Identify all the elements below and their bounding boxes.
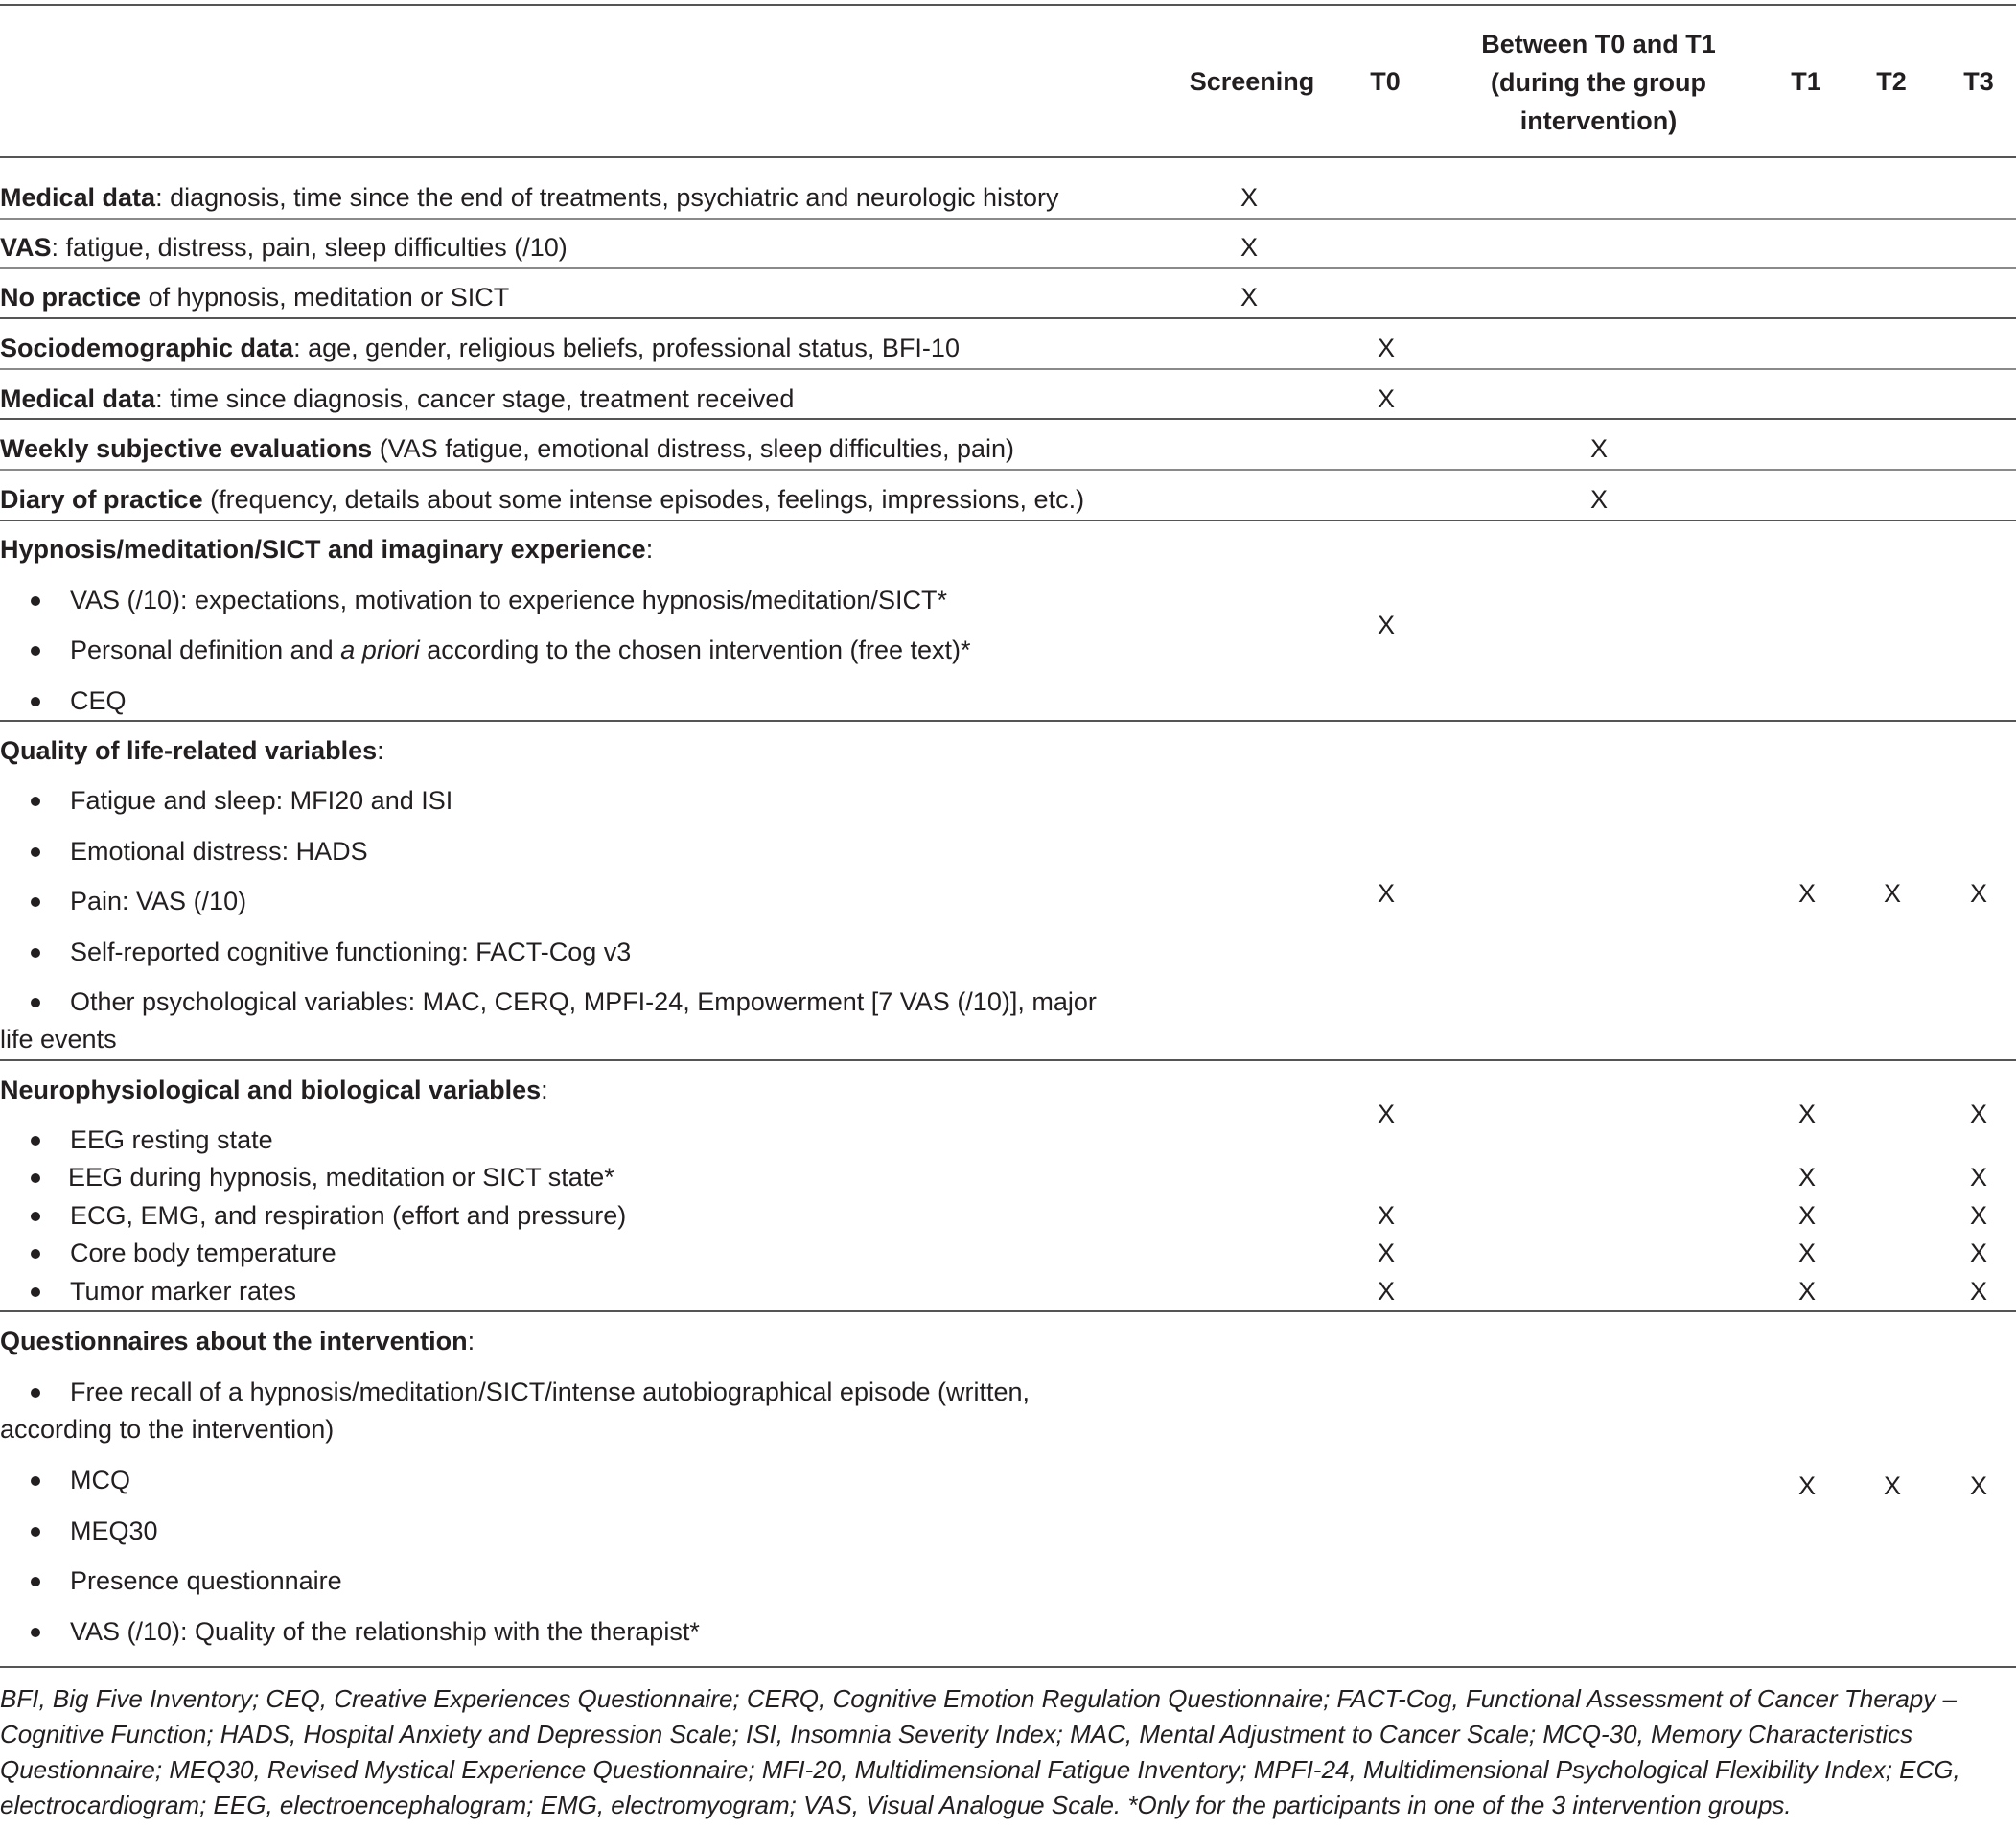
list-item: Fatigue and sleep: MFI20 and ISI xyxy=(70,786,453,815)
row-label-rest: : diagnosis, time since the end of treatments, psychiatric and neurologic history xyxy=(155,183,1059,212)
footnote-line: electrocardiogram; EEG, electroencephalogram; EMG, electromyogram; VAS, Visual Analogue Scale. *Only for the participants in one of the 3 intervention groups. xyxy=(0,1791,1792,1819)
list-item-text: according to the chosen intervention (free text)* xyxy=(419,636,971,664)
bullet-icon xyxy=(31,1212,40,1221)
col-header-between-line: Between T0 and T1 xyxy=(1481,30,1716,58)
check-mark: X xyxy=(1883,879,1901,908)
check-mark: X xyxy=(1377,384,1395,413)
bullet-icon xyxy=(31,1287,40,1297)
row-no-practice xyxy=(0,285,509,311)
row-label-bold: Diary of practice xyxy=(0,485,203,514)
bullet-icon xyxy=(31,1476,40,1486)
list-item: Presence questionnaire xyxy=(70,1566,342,1595)
bullet-icon xyxy=(31,1527,40,1537)
bullet-icon xyxy=(31,596,40,606)
bullet-icon xyxy=(31,797,40,806)
row-label-bold: Medical data xyxy=(0,384,156,413)
check-mark: X xyxy=(1883,1471,1901,1500)
list-item: ECG, EMG, and respiration (effort and pressure) xyxy=(70,1201,627,1230)
col-header-between xyxy=(1433,25,1764,140)
row-label-bold: Medical data xyxy=(0,183,156,212)
row-label-bold: Sociodemographic data xyxy=(0,334,294,362)
row-weekly-evaluations xyxy=(0,436,1014,462)
section-title-colon: : xyxy=(645,535,654,564)
bullet-icon xyxy=(31,1173,40,1183)
bullet-icon xyxy=(31,1388,40,1398)
check-mark: X xyxy=(1969,1239,1987,1267)
footnote-line: Cognitive Function; HADS, Hospital Anxiety and Depression Scale; ISI, Insomnia Severity Index; MAC, Mental Adjustment to Cancer Scale; MCQ-30, Memory Characteristics xyxy=(0,1720,1913,1748)
row-label-rest: (frequency, details about some intense episodes, feelings, impressions, etc.) xyxy=(202,485,1085,514)
group-divider xyxy=(0,1059,2016,1061)
table-top-rule xyxy=(0,4,2016,6)
col-header-t0: T0 xyxy=(1370,67,1401,96)
bullet-icon xyxy=(31,697,40,706)
footnote-line: BFI, Big Five Inventory; CEQ, Creative Experiences Questionnaire; CERQ, Cognitive Emotion Regulation Questionnaire; FACT-Cog, Functional Assessment of Cancer Therapy – xyxy=(0,1684,1957,1713)
check-mark: X xyxy=(1969,879,1987,908)
bullet-icon xyxy=(31,1577,40,1586)
list-item: Self-reported cognitive functioning: FACT-Cog v3 xyxy=(70,938,632,966)
bullet-icon xyxy=(31,948,40,958)
check-mark: X xyxy=(1377,1277,1395,1306)
check-mark: X xyxy=(1240,233,1258,262)
list-item: MCQ xyxy=(70,1466,130,1494)
section-title-bold: Questionnaires about the intervention xyxy=(0,1327,468,1355)
col-header-t3: T3 xyxy=(1963,67,1994,96)
row-label-bold: VAS xyxy=(0,233,52,262)
bullet-icon xyxy=(31,1136,40,1146)
check-mark: X xyxy=(1969,1277,1987,1306)
col-header-between-line: intervention) xyxy=(1519,106,1678,135)
col-header-screening: Screening xyxy=(1189,67,1315,96)
check-mark: X xyxy=(1797,1277,1816,1306)
row-label-rest: : time since diagnosis, cancer stage, treatment received xyxy=(155,384,795,413)
check-mark: X xyxy=(1377,1239,1395,1267)
section-neuro-title xyxy=(0,1077,548,1103)
bullet-icon xyxy=(31,897,40,907)
row-divider xyxy=(0,469,2016,471)
check-mark: X xyxy=(1589,485,1608,514)
table-bottom-rule xyxy=(0,1666,2016,1668)
list-item-continuation: according to the intervention) xyxy=(0,1415,335,1444)
list-item: Core body temperature xyxy=(70,1239,336,1267)
check-mark: X xyxy=(1797,1100,1816,1128)
bullet-icon xyxy=(31,847,40,857)
check-mark: X xyxy=(1797,1239,1816,1267)
list-item: Other psychological variables: MAC, CERQ, MPFI-24, Empowerment [7 VAS (/10)], major xyxy=(70,987,1097,1016)
section-title-bold: Hypnosis/meditation/SICT and imaginary experience xyxy=(0,535,646,564)
section-title-colon: : xyxy=(377,736,384,765)
check-mark: X xyxy=(1969,1100,1987,1128)
row-label-rest: : fatigue, distress, pain, sleep difficulties (/10) xyxy=(51,233,568,262)
section-title-colon: : xyxy=(541,1076,548,1104)
list-item: VAS (/10): expectations, motivation to experience hypnosis/meditation/SICT* xyxy=(70,586,947,614)
list-item: Free recall of a hypnosis/meditation/SICT/intense autobiographical episode (written, xyxy=(70,1378,1031,1406)
section-hypnosis-title xyxy=(0,537,653,563)
list-item: Pain: VAS (/10) xyxy=(70,887,247,915)
list-item: EEG resting state xyxy=(70,1125,273,1154)
row-label-rest: (VAS fatigue, emotional distress, sleep difficulties, pain) xyxy=(372,434,1015,463)
list-item: EEG during hypnosis, meditation or SICT state* xyxy=(68,1163,614,1192)
bullet-icon xyxy=(31,1628,40,1637)
list-item: VAS (/10): Quality of the relationship with the therapist* xyxy=(70,1617,700,1646)
col-header-t2: T2 xyxy=(1876,67,1907,96)
row-divider xyxy=(0,267,2016,269)
check-mark: X xyxy=(1969,1471,1987,1500)
row-diary xyxy=(0,487,1084,513)
list-item: CEQ xyxy=(70,686,127,715)
check-mark: X xyxy=(1969,1201,1987,1230)
row-divider xyxy=(0,368,2016,370)
check-mark: X xyxy=(1797,879,1816,908)
bullet-icon xyxy=(31,998,40,1007)
check-mark: X xyxy=(1377,1201,1395,1230)
check-mark: X xyxy=(1240,283,1258,312)
list-item: Tumor marker rates xyxy=(70,1277,297,1306)
col-header-t1: T1 xyxy=(1791,67,1821,96)
row-medical-data-t0 xyxy=(0,386,794,412)
list-item xyxy=(70,637,971,663)
row-divider xyxy=(0,218,2016,220)
check-mark: X xyxy=(1377,1100,1395,1128)
check-mark: X xyxy=(1377,879,1395,908)
row-sociodemographic xyxy=(0,336,960,361)
check-mark: X xyxy=(1240,183,1258,212)
footnote-line: Questionnaire; MEQ30, Revised Mystical Experience Questionnaire; MFI-20, Multidimensional Fatigue Inventory; MPFI-24, Multidimensional Psychological Flexibility Index; ECG, xyxy=(0,1755,1960,1784)
row-label-bold: No practice xyxy=(0,283,142,312)
row-vas xyxy=(0,235,568,261)
section-questionnaires-title xyxy=(0,1329,475,1354)
bullet-icon xyxy=(31,646,40,656)
row-label-rest: of hypnosis, meditation or SICT xyxy=(141,283,510,312)
check-mark: X xyxy=(1797,1201,1816,1230)
group-divider xyxy=(0,720,2016,722)
section-title-bold: Quality of life-related variables xyxy=(0,736,378,765)
row-medical-data-screening xyxy=(0,185,1059,211)
group-divider xyxy=(0,317,2016,319)
group-divider xyxy=(0,520,2016,521)
section-title-bold: Neurophysiological and biological variables xyxy=(0,1076,542,1104)
check-mark: X xyxy=(1377,611,1395,639)
check-mark: X xyxy=(1377,334,1395,362)
group-divider xyxy=(0,1310,2016,1312)
table-footnote xyxy=(0,1681,1975,1823)
check-mark: X xyxy=(1797,1471,1816,1500)
list-item: MEQ30 xyxy=(70,1516,158,1545)
row-label-rest: : age, gender, religious beliefs, professional status, BFI-10 xyxy=(293,334,960,362)
check-mark: X xyxy=(1589,434,1608,463)
check-mark: X xyxy=(1969,1163,1987,1192)
header-bottom-rule xyxy=(0,156,2016,158)
list-item-italic: a priori xyxy=(340,636,420,664)
section-qol-title xyxy=(0,738,384,764)
list-item-continuation: life events xyxy=(0,1025,117,1053)
bullet-icon xyxy=(31,1249,40,1259)
list-item: Emotional distress: HADS xyxy=(70,837,368,866)
list-item-text: Personal definition and xyxy=(70,636,341,664)
row-label-bold: Weekly subjective evaluations xyxy=(0,434,373,463)
col-header-between-line: (during the group xyxy=(1491,68,1706,97)
section-title-colon: : xyxy=(467,1327,475,1355)
check-mark: X xyxy=(1797,1163,1816,1192)
group-divider xyxy=(0,418,2016,420)
